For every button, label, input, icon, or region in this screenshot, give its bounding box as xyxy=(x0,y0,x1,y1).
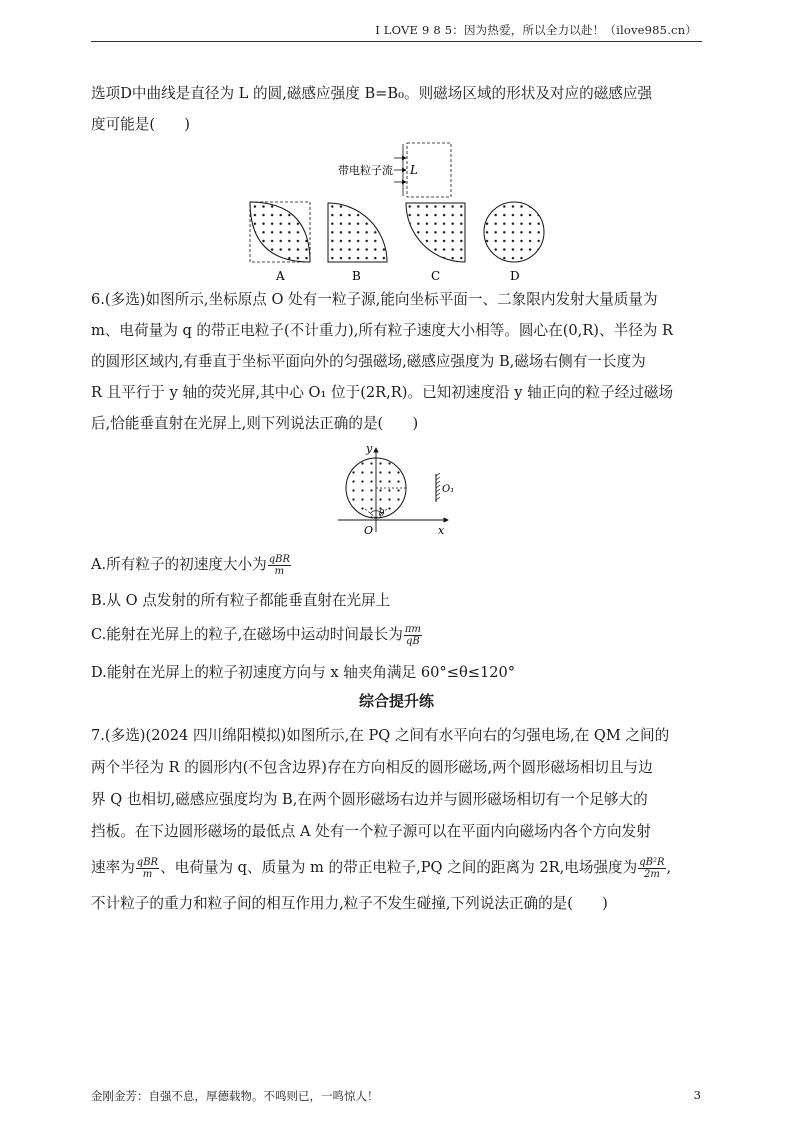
q6-option-d[interactable]: D.能射在光屏上的粒子初速度方向与 x 轴夹角满足 60°≤θ≤120° xyxy=(91,664,516,681)
q6-line-3: 的圆形区域内,有垂直于坐标平面向外的匀强磁场,磁感应强度为 B,磁场右侧有一长度为 xyxy=(91,353,646,370)
q6-line-4: R 且平行于 y 轴的荧光屏,其中心 O₁ 位于(2R,R)。已知初速度沿 y 轴正向的粒子经过磁场 xyxy=(91,384,674,401)
q7-line-5-c: , xyxy=(666,859,672,876)
section-title: 综合提升练 xyxy=(358,692,434,710)
option-c-text: C.能射在光屏上的粒子,在磁场中运动时间最长为 xyxy=(91,626,403,643)
question-6-stem xyxy=(91,284,703,439)
label-a: A xyxy=(276,269,285,283)
q6-option-b[interactable]: B.从 O 点发射的所有粒子都能垂直射在光屏上 xyxy=(91,592,391,609)
q7-line-2: 两个半径为 R 的圆形内(不包含边界)存在方向相反的圆形磁场,两个圆形磁场相切且与边 xyxy=(91,759,653,776)
option-a-numerator: qBR xyxy=(268,553,290,565)
label-b: B xyxy=(352,269,361,283)
q7-speed-numerator: qBR xyxy=(136,856,159,868)
q7-line-1: 7.(多选)(2024 四川绵阳模拟)如图所示,在 PQ 之间有水平向右的匀强电场,在 QM 之间的 xyxy=(91,727,670,744)
label-d: D xyxy=(510,269,520,283)
q6-option-c[interactable] xyxy=(91,623,423,647)
intro-paragraph xyxy=(91,78,703,140)
q7-field-fraction xyxy=(638,857,665,880)
label-c: C xyxy=(431,269,441,283)
option-a-text: A.所有粒子的初速度大小为 xyxy=(91,556,267,573)
q7-line-5 xyxy=(91,848,703,888)
origin-label: O xyxy=(364,524,374,537)
intro-line-1: 选项D中曲线是直径为 L 的圆,磁感应强度 B=B₀。则磁场区域的形状及对应的磁感应强 xyxy=(91,85,653,102)
option-c-fraction xyxy=(404,624,422,647)
q6-option-a[interactable] xyxy=(91,553,292,577)
q7-speed-denominator: m xyxy=(142,868,153,880)
x-axis-label: x xyxy=(438,524,445,537)
q7-field-denominator: 2m xyxy=(643,868,660,880)
page-number: 3 xyxy=(693,1088,701,1102)
q7-speed-fraction xyxy=(136,857,159,880)
length-label: L xyxy=(410,163,418,177)
header-divider xyxy=(91,41,702,42)
figure-magnetic-regions xyxy=(240,140,560,285)
figure-circle-field xyxy=(330,440,465,542)
footer-motto: 金刚金芳：自强不息，厚德载物。不鸣则已，一鸣惊人！ xyxy=(91,1089,379,1103)
theta-label: θ xyxy=(379,509,385,519)
intro-line-2: 度可能是( ) xyxy=(91,116,190,133)
page-header: I LOVE 9 8 5：因为热爱，所以全力以赴！（ilove985.cn） xyxy=(375,23,697,37)
q7-line-5-a: 速率为 xyxy=(91,859,135,876)
q6-line-5: 后,恰能垂直射在光屏上,则下列说法正确的是( ) xyxy=(91,415,419,432)
q7-line-5-b: 、电荷量为 q、质量为 m 的带正电粒子,PQ 之间的距离为 2R,电场强度为 xyxy=(160,859,638,876)
q6-line-1: 6.(多选)如图所示,坐标原点 O 处有一粒子源,能向坐标平面一、二象限内发射大量质量为 xyxy=(91,291,658,308)
y-axis-label: y xyxy=(366,442,373,455)
option-a-denominator: m xyxy=(274,565,285,577)
question-7-stem xyxy=(91,720,703,920)
q6-line-2: m、电荷量为 q 的带正电粒子(不计重力),所有粒子速度大小相等。圆心在(0,R)、半径为 R xyxy=(91,322,674,339)
q7-line-4: 挡板。在下边圆形磁场的最低点 A 处有一个粒子源可以在平面内向磁场内各个方向发射 xyxy=(91,823,651,840)
o1-label: O₁ xyxy=(442,484,455,495)
option-a-fraction xyxy=(268,554,291,577)
q7-field-numerator: qB²R xyxy=(639,856,665,868)
q7-line-3: 界 Q 也相切,磁感应强度均为 B,在两个圆形磁场右边并与圆形磁场相切有一个足够大的 xyxy=(91,791,648,808)
option-c-denominator: qB xyxy=(405,635,420,647)
stream-label: 带电粒子流 xyxy=(338,164,393,177)
option-c-numerator: πm xyxy=(404,623,421,635)
q7-line-6: 不计粒子的重力和粒子间的相互作用力,粒子不发生碰撞,下列说法正确的是( ) xyxy=(91,895,608,912)
